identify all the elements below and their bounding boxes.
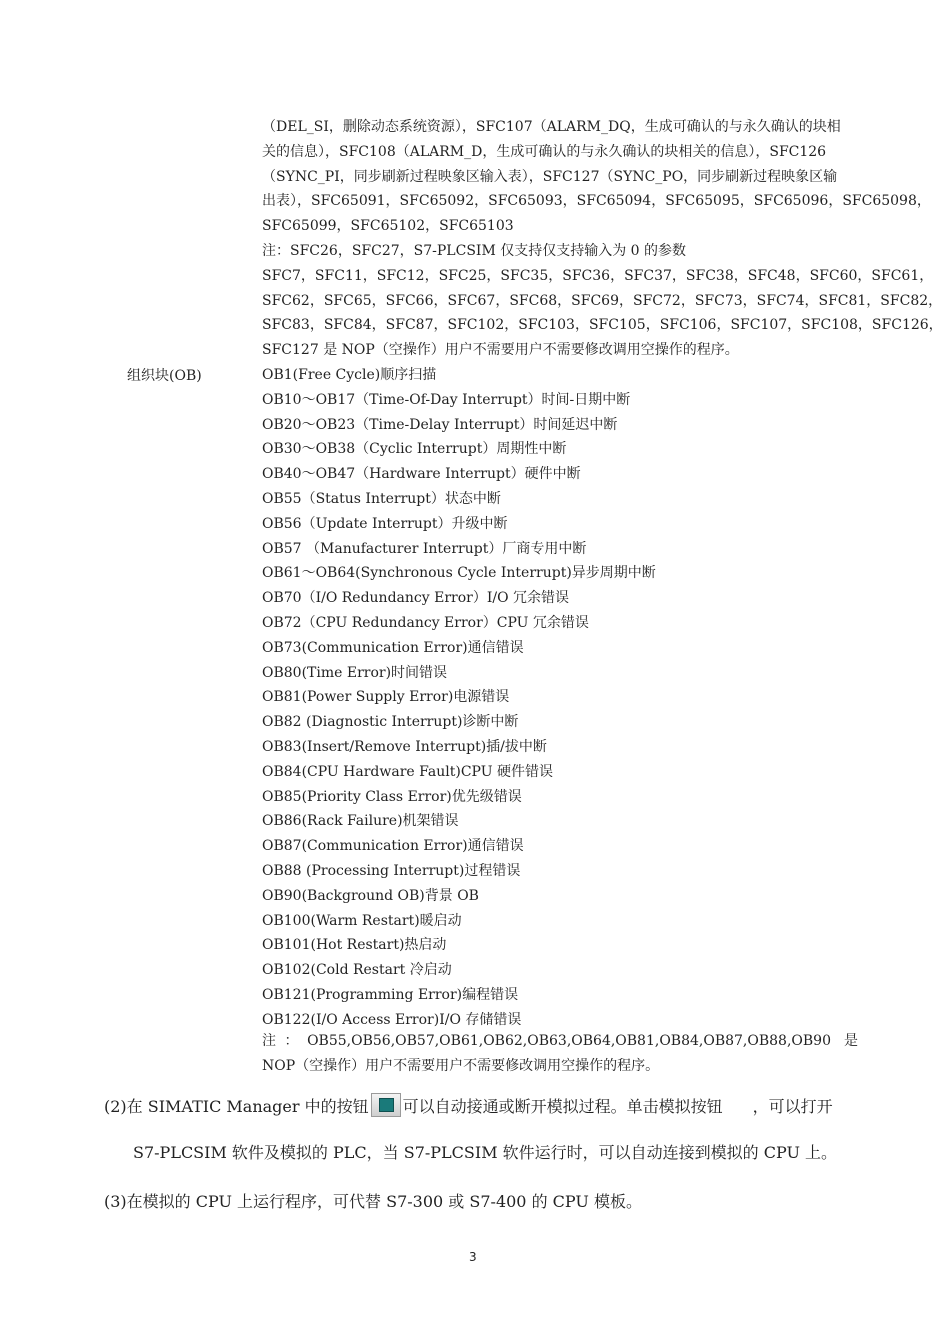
page-number: 3: [469, 1250, 477, 1264]
para2-text-1: (2)在 SIMATIC Manager 中的按钮: [104, 1097, 369, 1116]
sfc-line: SFC65099，SFC65102，SFC65103: [262, 218, 514, 235]
sfc-line: SFC127 是 NOP（空操作）用户不需要用户不需要修改调用空操作的程序。: [262, 342, 739, 359]
sfc-line: （DEL_SI，删除动态系统资源），SFC107（ALARM_DQ，生成可确认的与永久确认的块相: [262, 119, 841, 135]
ob-item: OB73(Communication Error)通信错误: [262, 639, 524, 656]
ob-item: OB30～OB38（Cyclic Interrupt）周期性中断: [262, 441, 567, 458]
ob-item: OB72（CPU Redundancy Error）CPU 冗余错误: [262, 614, 589, 631]
ob-item: OB100(Warm Restart)暖启动: [262, 912, 462, 929]
sfc-line: SFC7，SFC11，SFC12，SFC25，SFC35，SFC36，SFC37，SFC38，SFC48，SFC60，SFC61，: [262, 267, 934, 284]
ob-item: OB102(Cold Restart 冷启动: [262, 962, 452, 979]
ob-item: OB122(I/O Access Error)I/O 存储错误: [262, 1011, 522, 1028]
ob-item: OB55（Status Interrupt）状态中断: [262, 490, 501, 507]
sfc-line: 关的信息），SFC108（ALARM_D，生成可确认的与永久确认的块相关的信息），SFC126: [262, 143, 827, 160]
ob-item: OB82 (Diagnostic Interrupt)诊断中断: [262, 714, 519, 731]
ob-label: 组织块(OB): [127, 368, 202, 384]
paragraph-2-line-2: S7-PLCSIM 软件及模拟的 PLC，当 S7-PLCSIM 软件运行时，可以自动连接到模拟的 CPU 上。: [133, 1143, 838, 1162]
ob-note: 注：OB55,OB56,OB57,OB61,OB62,OB63,OB64,OB81,OB84,OB87,OB88,OB90 是 NOP（空操作）用户不需要用户不需要修改调用空操作的程序。: [262, 1033, 858, 1074]
para2-text-2: 可以自动接通或断开模拟过程。单击模拟按钮: [402, 1097, 723, 1116]
ob-item: OB84(CPU Hardware Fault)CPU 硬件错误: [262, 763, 553, 780]
ob-item: OB88 (Processing Interrupt)过程错误: [262, 862, 521, 879]
ob-item: OB83(Insert/Remove Interrupt)插/拔中断: [262, 738, 547, 755]
ob-item: OB1(Free Cycle)顺序扫描: [262, 367, 437, 383]
ob-list: [262, 363, 862, 1033]
ob-item: OB101(Hot Restart)热启动: [262, 937, 447, 954]
ob-item: OB86(Rack Failure)机架错误: [262, 813, 459, 830]
ob-item: OB87(Communication Error)通信错误: [262, 838, 524, 855]
ob-item: OB90(Background OB)背景 OB: [262, 887, 479, 904]
ob-item: OB61～OB64(Synchronous Cycle Interrupt)异步周期中断: [262, 565, 656, 582]
ob-item: OB20～OB23（Time-Delay Interrupt）时间延迟中断: [262, 416, 618, 433]
para2-text-3: ，可以打开: [752, 1097, 833, 1116]
simulation-icon: [371, 1093, 401, 1117]
ob-item: OB85(Priority Class Error)优先级错误: [262, 788, 522, 805]
ob-item: OB10～OB17（Time-Of-Day Interrupt）时间-日期中断: [262, 391, 631, 408]
sfc-line: 出表），SFC65091，SFC65092，SFC65093，SFC65094，SFC65095，SFC65096，SFC65098，: [262, 193, 931, 210]
ob-item: OB56（Update Interrupt）升级中断: [262, 515, 508, 532]
sfc-block: [262, 115, 943, 363]
paragraph-2-line-1: [104, 1093, 833, 1117]
sfc-note: 注：SFC26，SFC27，S7-PLCSIM 仅支持仅支持输入为 0 的参数: [262, 242, 687, 259]
ob-item: OB81(Power Supply Error)电源错误: [262, 689, 510, 706]
sfc-line: （SYNC_PI，同步刷新过程映象区输入表），SFC127（SYNC_PO，同步刷新过程映象区输: [262, 168, 838, 185]
ob-item: OB40～OB47（Hardware Interrupt）硬件中断: [262, 466, 581, 483]
ob-item: OB121(Programming Error)编程错误: [262, 986, 519, 1003]
sfc-line: SFC62，SFC65，SFC66，SFC67，SFC68，SFC69，SFC72，SFC73，SFC74，SFC81，SFC82，: [262, 292, 943, 309]
paragraph-3: (3)在模拟的 CPU 上运行程序，可代替 S7-300 或 S7-400 的 CPU 模板。: [104, 1192, 642, 1211]
sfc-line: SFC83，SFC84，SFC87，SFC102，SFC103，SFC105，SFC106，SFC107，SFC108，SFC126，: [262, 317, 943, 334]
ob-item: OB70（I/O Redundancy Error）I/O 冗余错误: [262, 590, 570, 607]
ob-item: OB57 （Manufacturer Interrupt）厂商专用中断: [262, 540, 587, 557]
ob-item: OB80(Time Error)时间错误: [262, 664, 448, 681]
